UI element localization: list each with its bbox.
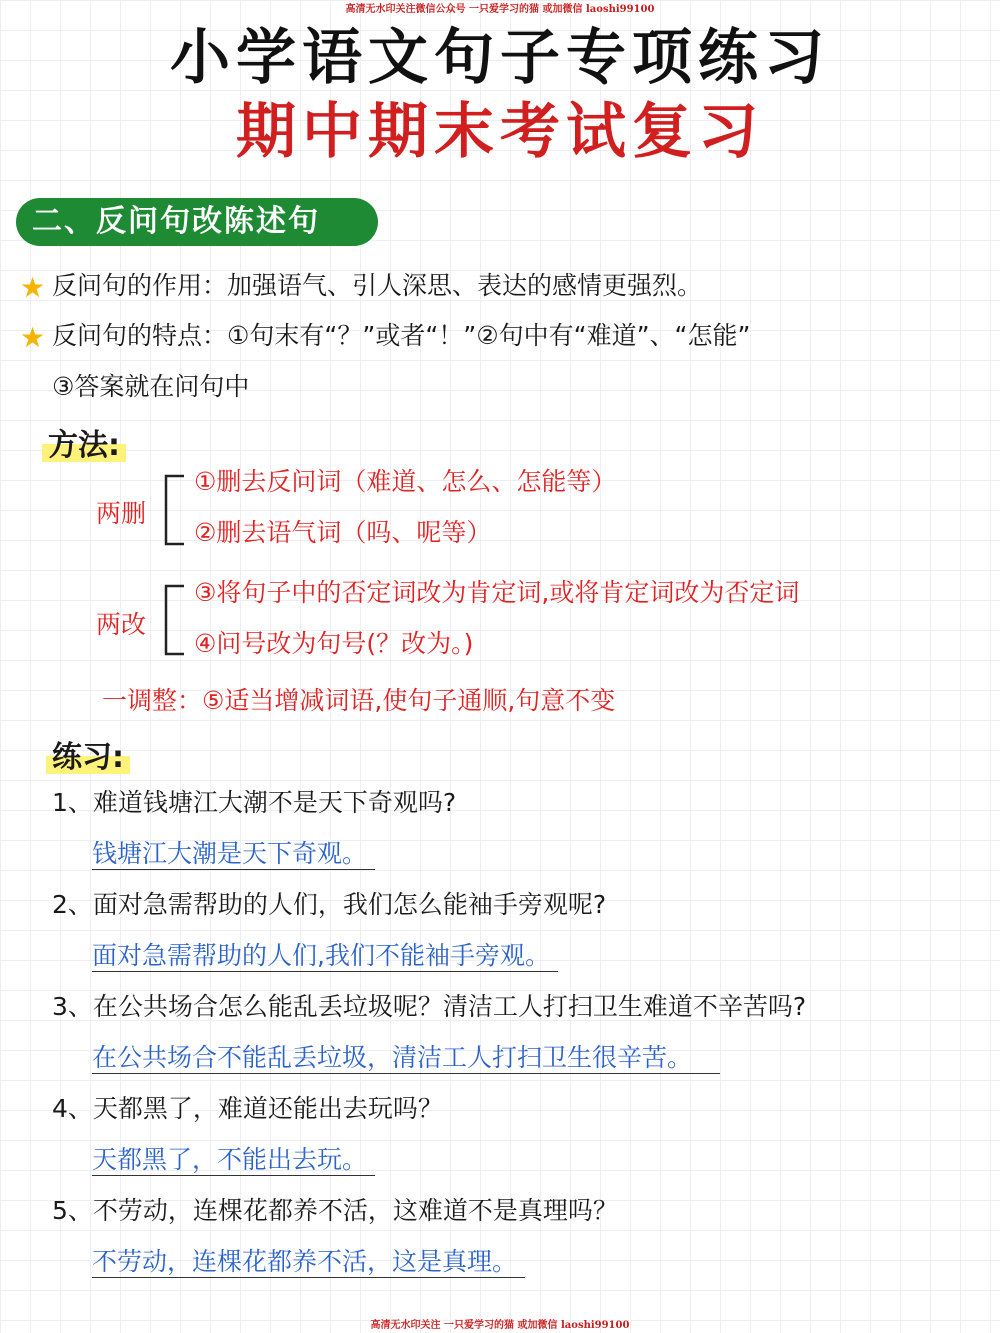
method-item: ④问号改为句号(？改为。) [194, 629, 474, 658]
point-features-cont: ③答案就在问句中 [52, 372, 250, 401]
group-label-change: 两改 [96, 610, 147, 639]
method-item: ①删去反问词（难道、怎么、怎能等） [194, 467, 617, 496]
exercise-question: 4、天都黑了，难道还能出去玩吗？ [52, 1094, 443, 1123]
exercise-question: 5、不劳动，连棵花都养不活，这难道不是真理吗？ [52, 1196, 618, 1225]
exercise-answer: 不劳动，连棵花都养不活，这是真理。 [92, 1246, 525, 1278]
section-heading: 二、反问句改陈述句 [16, 198, 378, 246]
bracket-change [162, 584, 192, 656]
bracket-delete [162, 474, 192, 546]
exercise-question: 1、难道钱塘江大潮不是天下奇观吗? [52, 788, 457, 817]
watermark-top: 高清无水印关注微信公众号 一只爱学习的猫 或加微信 laoshi99100 [345, 4, 655, 15]
star-icon: ★ [20, 321, 46, 354]
group-label-delete: 两删 [96, 499, 147, 528]
exercise-question: 3、在公共场合怎么能乱丢垃圾呢？清洁工人打扫卫生难道不辛苦吗? [52, 992, 807, 1021]
page-subtitle: 期中期末考试复习 [236, 97, 764, 167]
adjust-rule: 一调整：⑤适当增减词语,使句子通顺,句意不变 [102, 686, 616, 715]
practice-label: 练习: [46, 740, 130, 776]
exercise-answer: 面对急需帮助的人们,我们不能袖手旁观。 [92, 940, 558, 972]
star-icon: ★ [20, 271, 46, 304]
watermark-bottom: 高清无水印关注 一只爱学习的猫 或加微信 laoshi99100 [370, 1320, 630, 1331]
point-function: 反问句的作用：加强语气、引人深思、表达的感情更强烈。 [52, 271, 703, 300]
method-label: 方法: [42, 428, 126, 464]
point-features: 反问句的特点：①句末有“？”或者“！”②句中有“难道”、“怎能” [52, 321, 751, 350]
exercise-answer: 在公共场合不能乱丢垃圾，清洁工人打扫卫生很辛苦。 [92, 1042, 720, 1074]
method-item: ②删去语气词（吗、呢等） [194, 518, 492, 547]
exercise-answer: 钱塘江大潮是天下奇观。 [92, 838, 375, 870]
page-title: 小学语文句子专项练习 [170, 23, 830, 93]
exercise-answer: 天都黑了，不能出去玩。 [92, 1144, 375, 1176]
exercise-question: 2、面对急需帮助的人们，我们怎么能袖手旁观呢? [52, 890, 607, 919]
method-item: ③将句子中的否定词改为肯定词,或将肯定词改为否定词 [194, 578, 800, 607]
